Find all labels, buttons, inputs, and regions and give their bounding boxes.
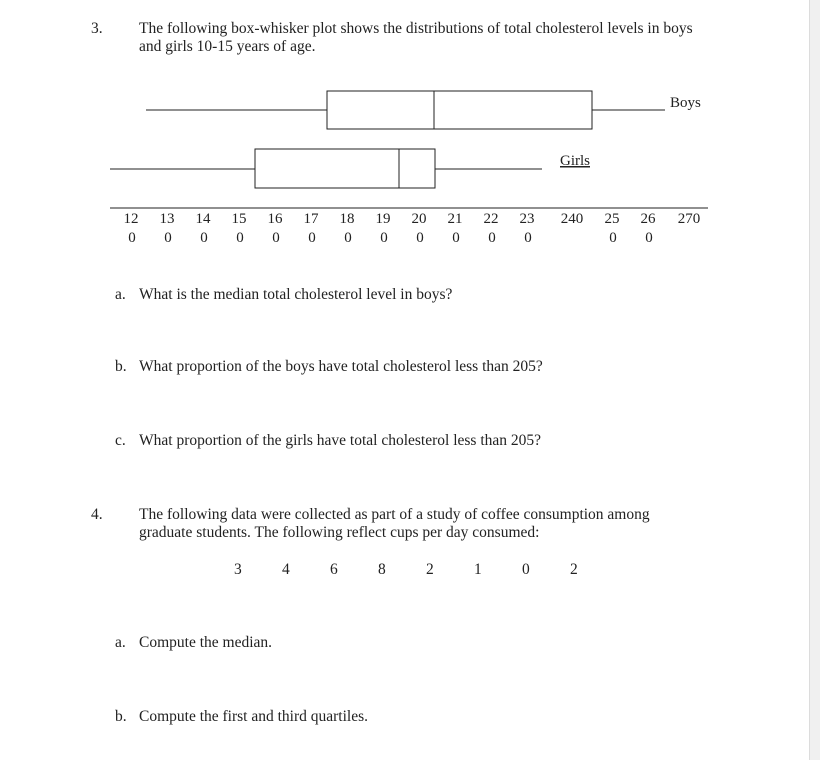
x-tick-label-bottom: 0 <box>609 230 617 246</box>
x-tick-label-top: 22 <box>483 211 499 227</box>
x-tick-label-top: 16 <box>267 211 283 227</box>
x-tick-label-top: 240 <box>560 211 584 227</box>
x-tick-label-top: 15 <box>231 211 247 227</box>
coffee-value: 8 <box>378 561 386 578</box>
x-tick-label-top: 25 <box>604 211 620 227</box>
question-4-line-1: The following data were collected as part of a study of coffee consumption among <box>139 506 650 523</box>
x-tick-label-bottom: 0 <box>200 230 208 246</box>
coffee-value: 2 <box>426 561 434 578</box>
x-tick-label-bottom: 0 <box>344 230 352 246</box>
x-tick-label-bottom: 0 <box>488 230 496 246</box>
question-3-line-2: and girls 10-15 years of age. <box>139 38 316 55</box>
boys-box <box>327 91 592 129</box>
question-4b-text: Compute the first and third quartiles. <box>139 708 369 725</box>
x-tick-label-top: 270 <box>677 211 701 227</box>
coffee-value: 4 <box>282 561 290 578</box>
x-tick-label-bottom: 0 <box>164 230 172 246</box>
question-4-line-2: graduate students. The following reflect cups per day consumed: <box>139 524 540 541</box>
x-tick-label-bottom: 0 <box>452 230 460 246</box>
question-4a-letter: a. <box>115 634 126 651</box>
x-tick-label-top: 19 <box>375 211 391 227</box>
question-3b-letter: b. <box>115 358 127 375</box>
x-tick-label-top: 17 <box>303 211 319 227</box>
coffee-data-values <box>0 560 820 580</box>
question-3a-text: What is the median total cholesterol level in boys? <box>139 286 453 303</box>
x-tick-label-bottom: 0 <box>416 230 424 246</box>
coffee-value: 6 <box>330 561 338 578</box>
question-3c-letter: c. <box>115 432 126 449</box>
x-tick-label-top: 14 <box>195 211 211 227</box>
coffee-value: 0 <box>522 561 530 578</box>
girls-label: Girls <box>560 153 590 169</box>
x-tick-label-bottom: 0 <box>272 230 280 246</box>
coffee-value: 1 <box>474 561 482 578</box>
coffee-value: 2 <box>570 561 578 578</box>
x-tick-label-bottom: 0 <box>308 230 316 246</box>
question-4b-letter: b. <box>115 708 127 725</box>
x-tick-label-top: 23 <box>519 211 535 227</box>
x-tick-label-bottom: 0 <box>236 230 244 246</box>
coffee-value: 3 <box>234 561 242 578</box>
x-tick-label-top: 18 <box>339 211 355 227</box>
boys-label: Boys <box>670 95 701 111</box>
question-3b-text: What proportion of the boys have total cholesterol less than 205? <box>139 358 543 375</box>
question-4-number: 4. <box>91 506 103 523</box>
x-tick-label-bottom: 0 <box>645 230 653 246</box>
x-tick-label-top: 21 <box>447 211 463 227</box>
x-tick-label-bottom: 0 <box>128 230 136 246</box>
x-tick-label-bottom: 0 <box>380 230 388 246</box>
question-3-line-1: The following box-whisker plot shows the distributions of total cholesterol levels in boys <box>139 20 693 37</box>
x-tick-label-top: 13 <box>159 211 175 227</box>
question-3a-letter: a. <box>115 286 126 303</box>
x-tick-label-top: 12 <box>123 211 139 227</box>
question-3c-text: What proportion of the girls have total cholesterol less than 205? <box>139 432 542 449</box>
x-tick-label-top: 20 <box>411 211 427 227</box>
girls-box <box>255 149 435 188</box>
question-4a-text: Compute the median. <box>139 634 273 651</box>
question-3-number: 3. <box>91 20 103 37</box>
x-tick-label-bottom: 0 <box>524 230 532 246</box>
x-tick-label-top: 26 <box>640 211 656 227</box>
